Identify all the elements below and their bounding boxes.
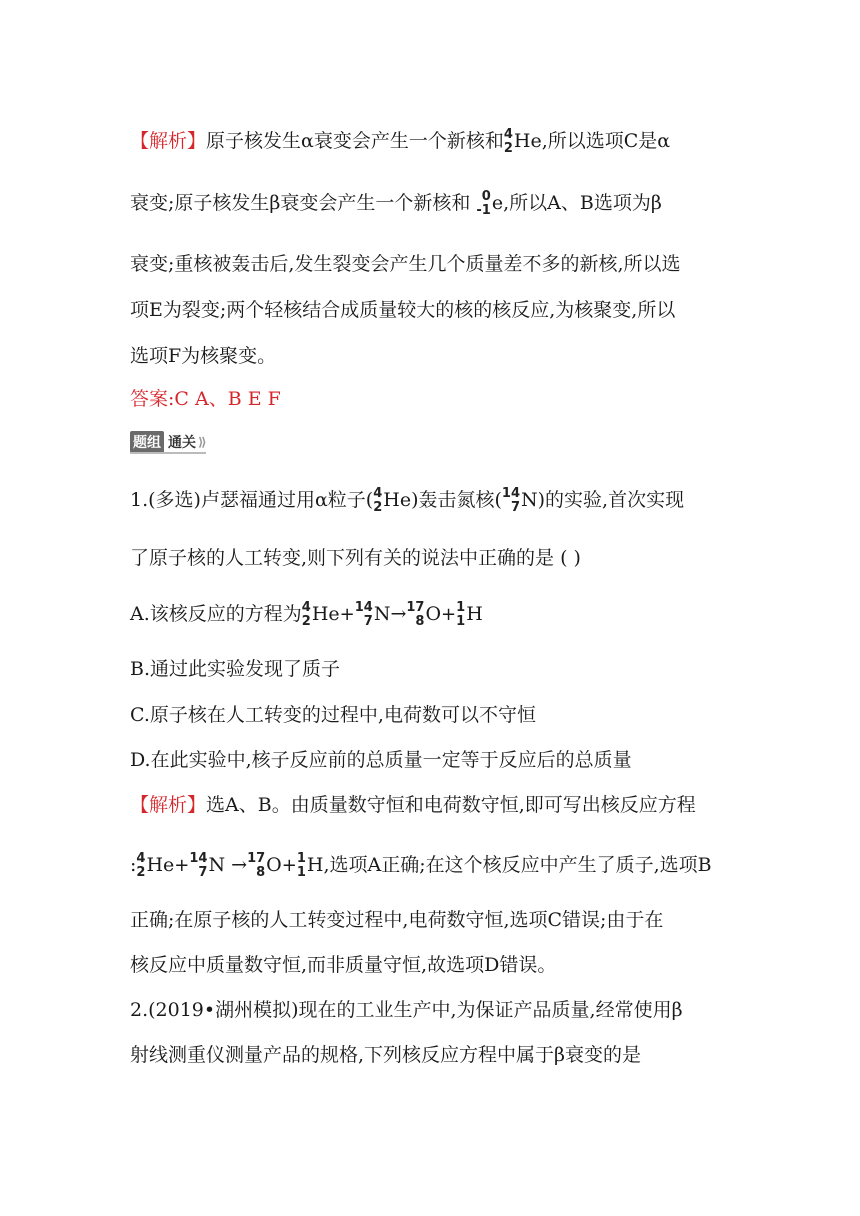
analysis2-line4: 核反应中质量数守恒,而非质量守恒,故选项D错误。: [130, 954, 557, 976]
arrow-icon: →: [390, 603, 407, 625]
wave-icon: ⟫: [198, 435, 207, 449]
analysis2-line2: : 4 2 He+ 14 7 N → 17 8 O+ 1 1 H,选项A正确;在这个核反应中产生了质子,选项B: [130, 851, 712, 880]
nuclide-he: 4 2: [373, 486, 383, 515]
text: 1.(多选)卢瑟福通过用α粒子(: [130, 489, 374, 511]
q1-option-c: C.原子核在人工转变的过程中,电荷数可以不守恒: [130, 704, 536, 726]
nuclide-n: 14 7: [501, 486, 520, 515]
text: ,所以选项C是α: [541, 130, 671, 152]
nuclide-symbol: e: [491, 192, 504, 214]
q1-line1: [130, 487, 684, 515]
analysis-tag: 【解析】: [130, 794, 207, 816]
nuclide-symbol: He: [383, 489, 412, 511]
analysis2-line1: [130, 792, 696, 818]
analysis1-line3: 衰变;重核被轰击后,发生裂变会产生几个质量差不多的新核,所以选: [130, 253, 681, 275]
q1-line2: 了原子核的人工转变,则下列有关的说法中正确的是 ( ): [130, 547, 581, 569]
plus-sign: +: [339, 604, 355, 625]
q1-option-a: A.该核反应的方程为 4 2 He+ 14 7 N→ 17 8 O+ 1 1 H: [130, 600, 483, 629]
q2-line1: 2.(2019•湖州模拟)现在的工业生产中,为保证产品质量,经常使用β: [130, 999, 683, 1021]
nuclide-e: 0 -1: [476, 189, 491, 218]
text: 选A、B。由质量数守恒和电荷数守恒,即可写出核反应方程: [206, 794, 696, 816]
q1-option-d: D.在此实验中,核子反应前的总质量一定等于反应后的总质量: [130, 749, 632, 771]
plus-sign: +: [174, 855, 190, 876]
nuclide: 4 2: [301, 600, 311, 629]
analysis1-line4: 项E为裂变;两个轻核结合成质量较大的核的核反应,为核聚变,所以: [130, 299, 676, 321]
badge-label-2: 通关: [168, 435, 196, 451]
analysis1-line1: [130, 128, 670, 156]
q2-line2: 射线测重仪测量产品的规格,下列核反应方程中属于β衰变的是: [130, 1044, 642, 1066]
nuclide: 17 8: [247, 851, 266, 880]
plus-sign: +: [441, 604, 457, 625]
analysis-tag: 【解析】: [130, 130, 207, 152]
arrow-icon: →: [231, 854, 248, 876]
answer-line: 答案:C A、B E F: [130, 388, 281, 410]
nuclide: 14 7: [354, 600, 373, 629]
option-label: A.该核反应的方程为: [130, 603, 302, 625]
nuclide: 17 8: [406, 600, 425, 629]
nuclide: 1 1: [296, 851, 306, 880]
nuclide: 14 7: [189, 851, 208, 880]
nuclide-symbol: N: [521, 489, 538, 511]
badge-label: 题组: [130, 431, 164, 453]
text: 原子核发生α衰变会产生一个新核和: [206, 130, 504, 152]
text: )轰击氮核(: [411, 489, 502, 511]
text: 衰变;原子核发生β衰变会产生一个新核和: [130, 192, 471, 214]
q1-option-b: B.通过此实验发现了质子: [130, 658, 341, 680]
nuclide-he: 4 2: [503, 127, 513, 156]
analysis2-line3: 正确;在原子核的人工转变过程中,电荷数守恒,选项C错误;由于在: [130, 909, 664, 931]
plus-sign: +: [281, 855, 297, 876]
nuclide: 4 2: [136, 851, 146, 880]
text: ,所以A、B选项为β: [503, 192, 662, 214]
nuclide-symbol: He: [513, 130, 542, 152]
analysis1-line5: 选项F为核聚变。: [130, 345, 277, 367]
analysis1-line2: [130, 190, 662, 218]
text: )的实验,首次实现: [537, 489, 685, 511]
text: ,选项A正确;在这个核反应中产生了质子,选项B: [323, 854, 712, 876]
badge-underline: [130, 452, 206, 454]
nuclide: 1 1: [456, 600, 466, 629]
section-badge: [130, 432, 207, 452]
